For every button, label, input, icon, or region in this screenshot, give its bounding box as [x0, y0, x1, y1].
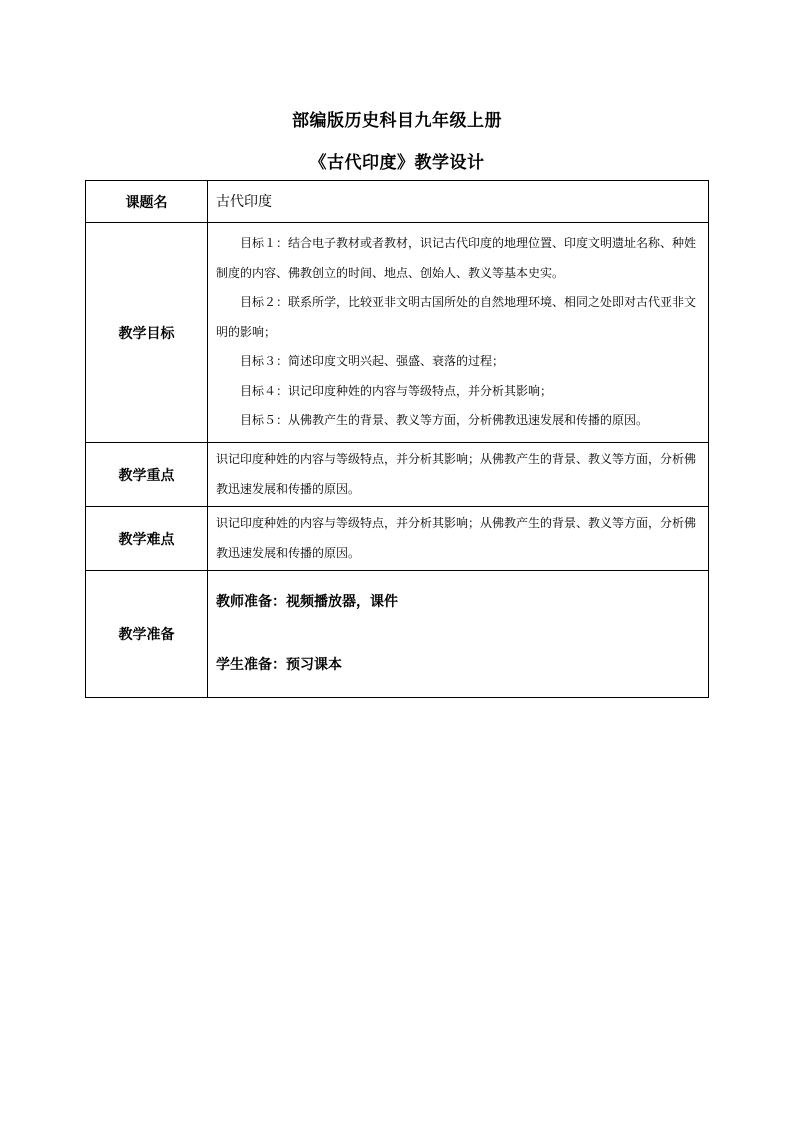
teacher-preparation: 教师准备：视频播放器，课件 [216, 594, 398, 610]
document-subtitle: 《古代印度》教学设计 [309, 153, 485, 173]
table-row-objectives [86, 223, 709, 443]
student-preparation: 学生准备：预习课本 [216, 657, 342, 673]
difficulties-label: 教学难点 [86, 507, 208, 571]
objectives-cell [208, 223, 709, 443]
topic-value-cell [208, 181, 709, 223]
lesson-plan-table [85, 180, 709, 698]
table-row-difficulties [86, 507, 709, 571]
objective-item: 目标２：联系所学，比较亚非文明古国所处的自然地理环境、相同之处即对古代亚非文明的影响； [216, 295, 697, 339]
topic-label: 课题名 [86, 181, 208, 223]
key-points-label: 教学重点 [86, 443, 208, 507]
key-points-text: 识记印度种姓的内容与等级特点，并分析其影响；从佛教产生的背景、教义等方面，分析佛教迅速发展和传播的原因。 [216, 452, 697, 496]
difficulties-cell [208, 507, 709, 571]
key-points-cell [208, 443, 709, 507]
objective-item: 目标４：识记印度种姓的内容与等级特点，并分析其影响； [240, 383, 553, 398]
table-row-topic [86, 181, 709, 223]
preparation-label: 教学准备 [86, 571, 208, 698]
table-row-key-points [86, 443, 709, 507]
document-title: 部编版历史科目九年级上册 [292, 111, 502, 131]
objective-item: 目标１：结合电子教材或者教材，识记古代印度的地理位置、印度文明遗址名称、种姓制度的内容、佛教创立的时间、地点、创始人、教义等基本史实。 [216, 236, 697, 280]
preparation-cell [208, 571, 709, 698]
objectives-label: 教学目标 [86, 223, 208, 443]
difficulties-text: 识记印度种姓的内容与等级特点，并分析其影响；从佛教产生的背景、教义等方面，分析佛教迅速发展和传播的原因。 [216, 516, 697, 560]
table-row-preparation [86, 571, 709, 698]
objective-item: 目标５：从佛教产生的背景、教义等方面，分析佛教迅速发展和传播的原因。 [240, 413, 649, 428]
topic-value: 古代印度 [216, 193, 272, 210]
objective-item: 目标３：简述印度文明兴起、强盛、衰落的过程； [240, 354, 505, 369]
